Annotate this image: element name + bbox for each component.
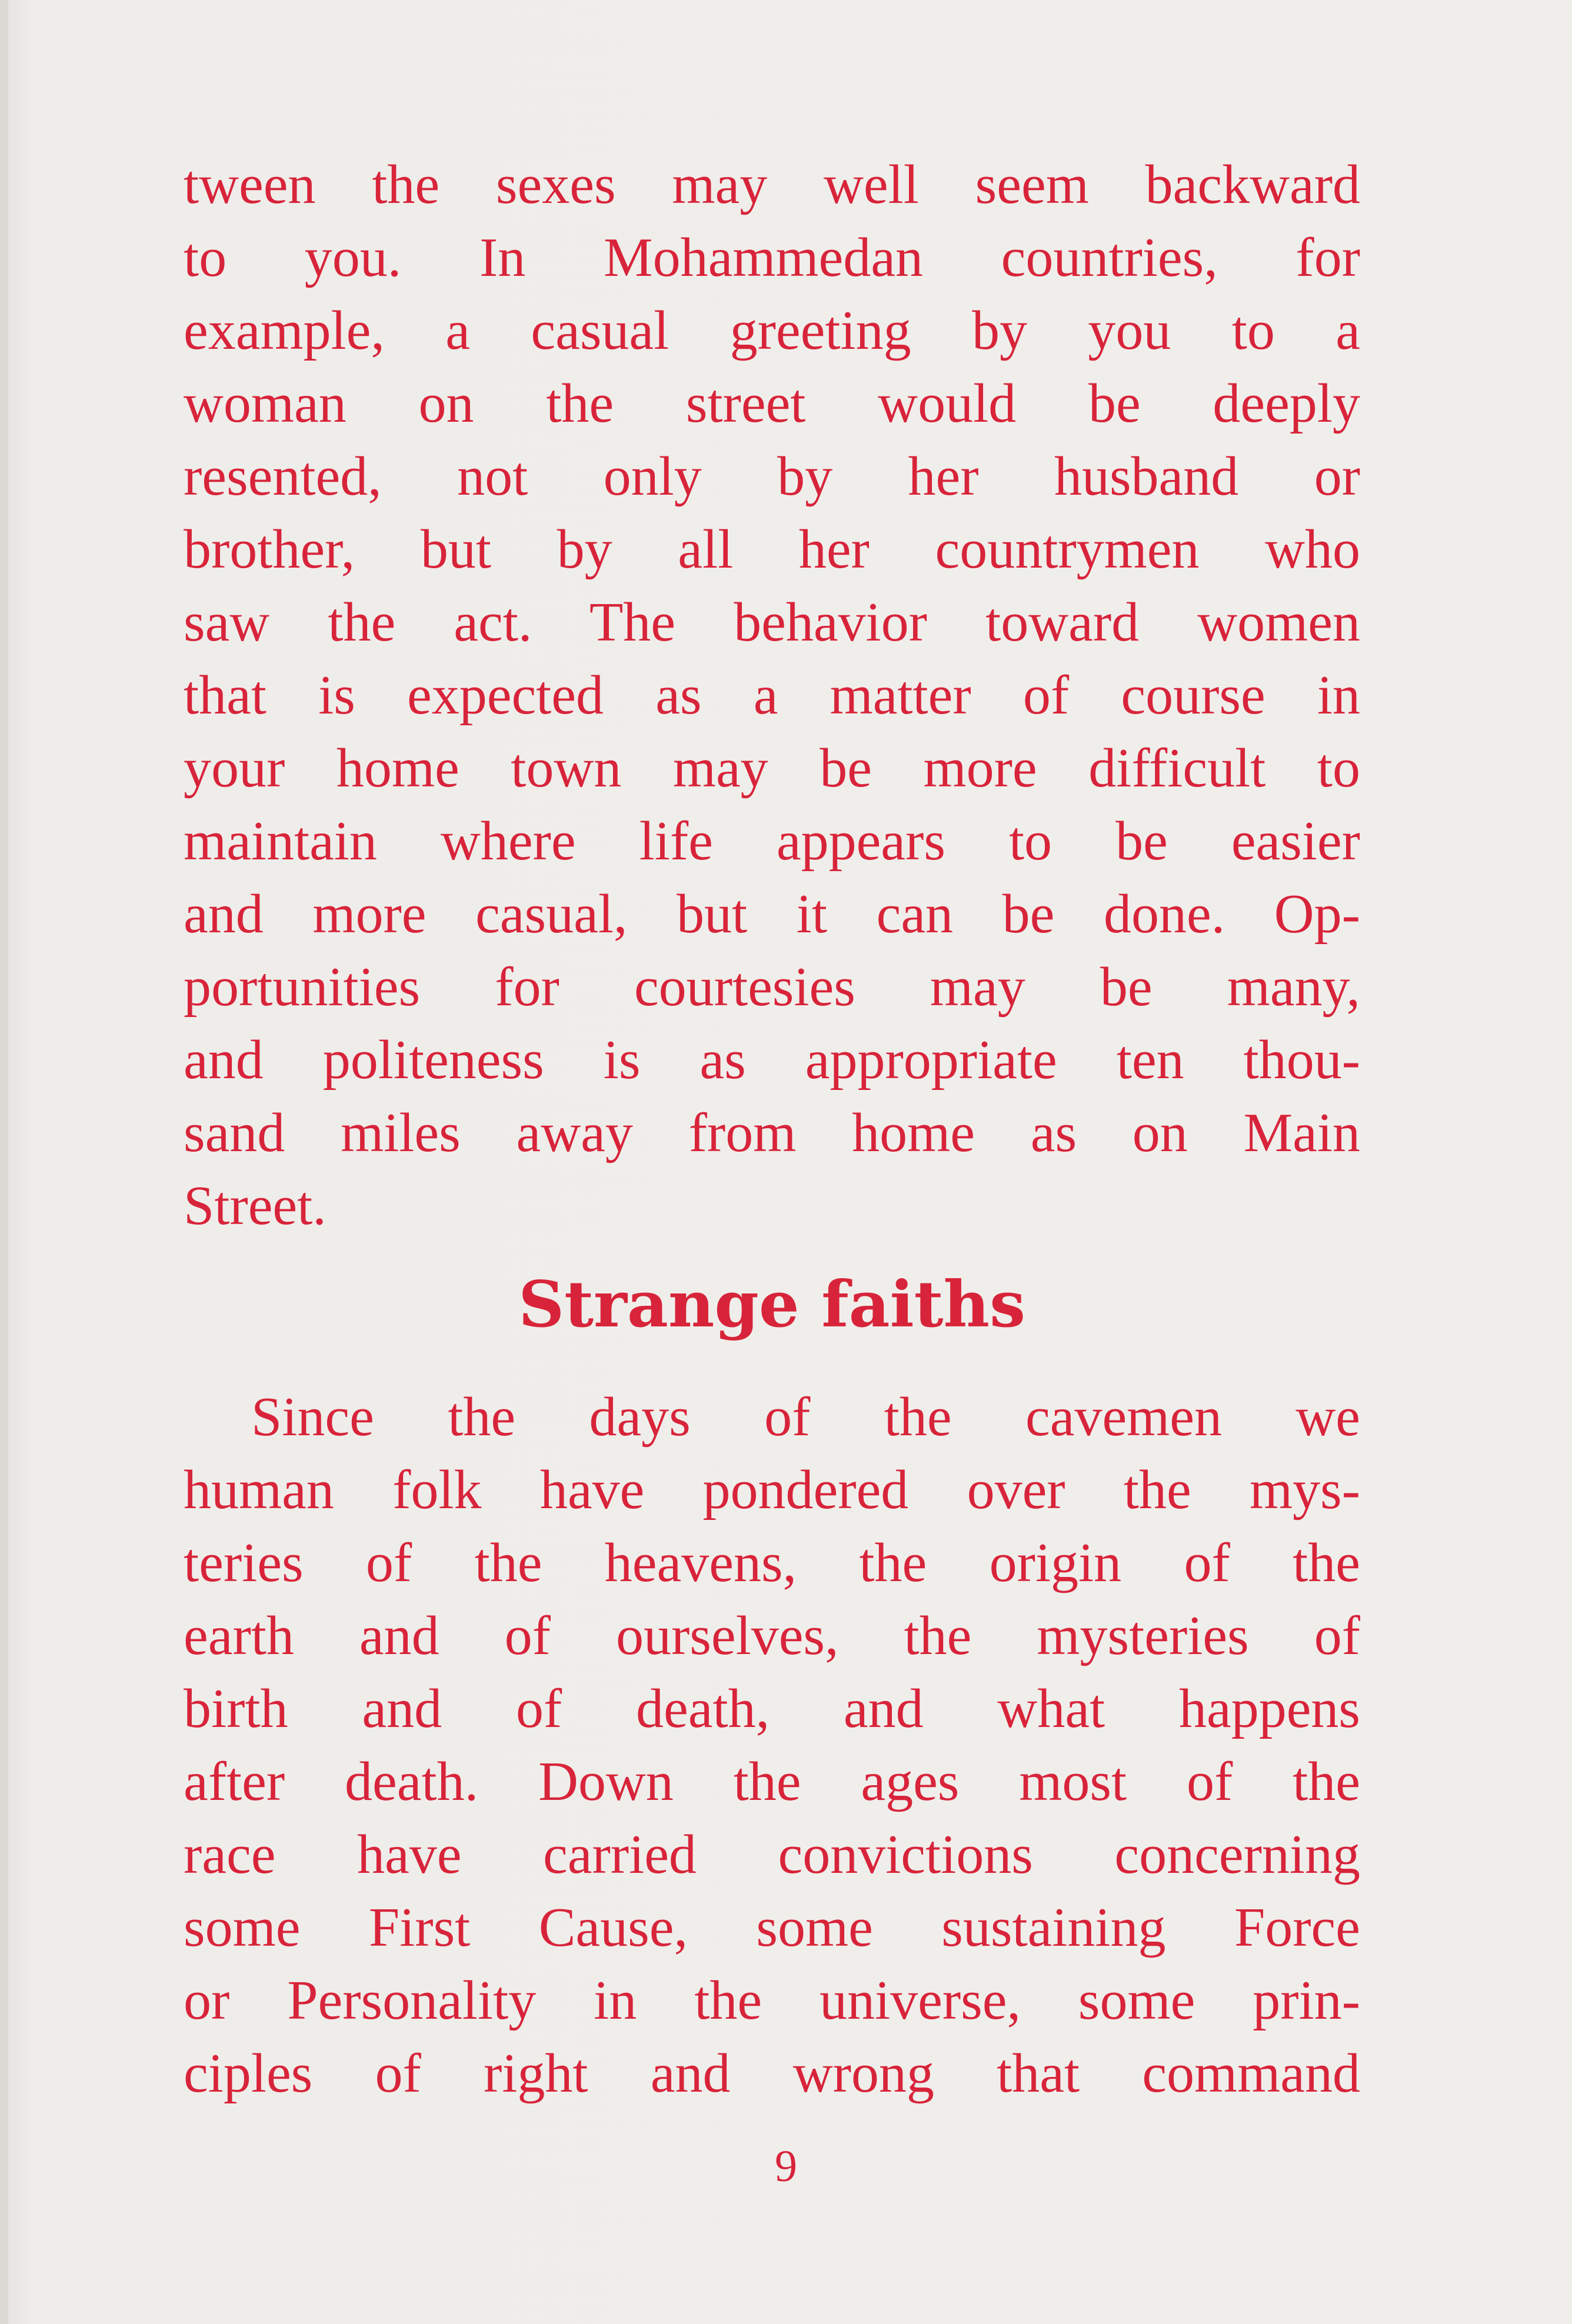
text-line: that is expected as a matter of course in xyxy=(184,665,1360,726)
paragraph-strange-faiths xyxy=(184,1381,1360,2110)
text-line: tween the sexes may well seem backward xyxy=(184,154,1360,215)
text-line: portunities for courtesies may be many, xyxy=(184,956,1360,1018)
text-line: ciples of right and wrong that command xyxy=(184,2043,1360,2104)
text-line: sand miles away from home as on Main xyxy=(184,1102,1360,1163)
text-line: or Personality in the universe, some prin- xyxy=(184,1970,1360,2031)
text-line: woman on the street would be deeply xyxy=(184,373,1360,434)
paragraph-continued xyxy=(184,148,1360,1242)
text-line: race have carried convictions concerning xyxy=(184,1824,1360,1885)
text-line: brother, but by all her countrymen who xyxy=(184,519,1360,580)
text-line: human folk have pondered over the mys- xyxy=(184,1459,1360,1521)
text-line: Since the days of the cavemen we xyxy=(251,1386,1360,1448)
text-line: example, a casual greeting by you to a xyxy=(184,300,1360,361)
text-line: and politeness is as appropriate ten thou- xyxy=(184,1029,1360,1091)
text-line: maintain where life appears to be easier xyxy=(184,811,1360,872)
section-heading: Strange faiths xyxy=(518,1268,1025,1342)
text-line: earth and of ourselves, the mysteries of xyxy=(184,1605,1360,1666)
text-line: after death. Down the ages most of the xyxy=(184,1751,1360,1812)
text-line: Street. xyxy=(184,1175,327,1236)
text-line: your home town may be more difficult to xyxy=(184,738,1360,799)
text-line: to you. In Mohammedan countries, for xyxy=(184,227,1360,288)
text-line: and more casual, but it can be done. Op- xyxy=(184,883,1360,945)
text-line: teries of the heavens, the origin of the xyxy=(184,1532,1360,1593)
text-line: birth and of death, and what happens xyxy=(184,1678,1360,1739)
text-line: some First Cause, some sustaining Force xyxy=(184,1897,1360,1958)
text-line: resented, not only by her husband or xyxy=(184,446,1360,507)
text-line: saw the act. The behavior toward women xyxy=(184,592,1360,653)
page-number: 9 xyxy=(775,2142,797,2191)
page-binding-edge xyxy=(0,0,8,2324)
